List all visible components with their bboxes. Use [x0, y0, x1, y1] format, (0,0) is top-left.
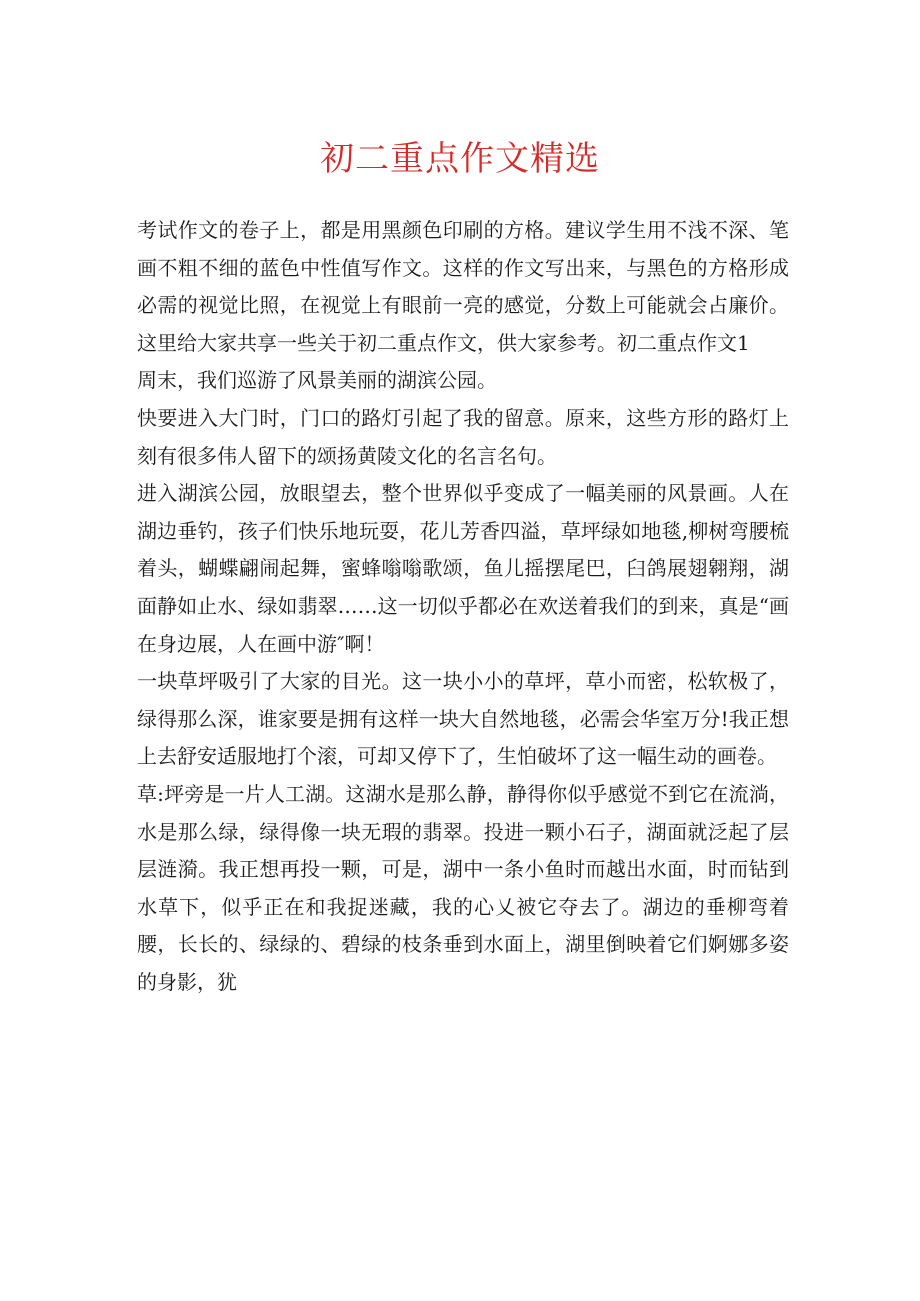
paragraph-intro: 考试作文的卷子上，都是用黑颜色印刷的方格。建议学生用不浅不深、笔画不粗不细的蓝色中性值写作文。这样的作文写出来，与黑色的方格形成必需的视觉比照，在视觉上有眼前一亮的感觉，分数上可能就会占廉价。这里给大家共享一些关于初二重点作文，供大家参考。初二重点作文1 — [137, 218, 789, 355]
paragraph-gate-lamps: 快要进入大门时，门口的路灯引起了我的留意。原来，这些方形的路灯上刻有很多伟人留下的颂扬黄陵文化的名言名句。 — [137, 405, 789, 468]
paragraph-lawn: 一块草坪吸引了大家的目光。这一块小小的草坪，草小而密，松软极了，绿得那么深，谁家要是拥有这样一块大自然地毯，必需会华室万分!我正想上去舒安适服地打个滚，可却又停下了，生怕破坏了这一幅生动的画卷。 — [137, 669, 789, 769]
paragraph-lake: 草:坪旁是一片人工湖。这湖水是那么静，静得你似乎感觉不到它在流淌，水是那么绿，绿得像一块无瑕的翡翠。投进一颗小石子，湖面就泛起了层层涟漪。我正想再投一颗，可是，湖中一条小鱼时而越出水面，时而钻到水草下，似乎正在和我捉迷藏，我的心乂被它夺去了。湖边的垂柳弯着腰，长长的、绿绿的、碧绿的枝条垂到水面上，湖里倒映着它们婀娜多姿的身影，犹 — [137, 781, 789, 994]
document-body — [137, 212, 789, 1001]
paragraph-weekend: 周末，我们巡游了风景美丽的湖滨公园。 — [137, 368, 497, 393]
document-title: 初二重点作文精选 — [320, 139, 600, 179]
paragraph-park-scenery: 进入湖滨公园，放眼望去，整个世界似乎变成了一幅美丽的风景画。人在湖边垂钓，孩子们快乐地玩耍，花儿芳香四溢，草坪绿如地毯,柳树弯腰梳着头，蝴蝶翩闹起舞，蜜蜂嗡嗡歌颂，鱼儿摇摆尾巴，臼鸽展翅翱翔，湖面静如止水、绿如翡翠……这一切似乎都必在欢送着我们的到来，真是“画在身边展，人在画中游″啊！ — [137, 481, 789, 656]
